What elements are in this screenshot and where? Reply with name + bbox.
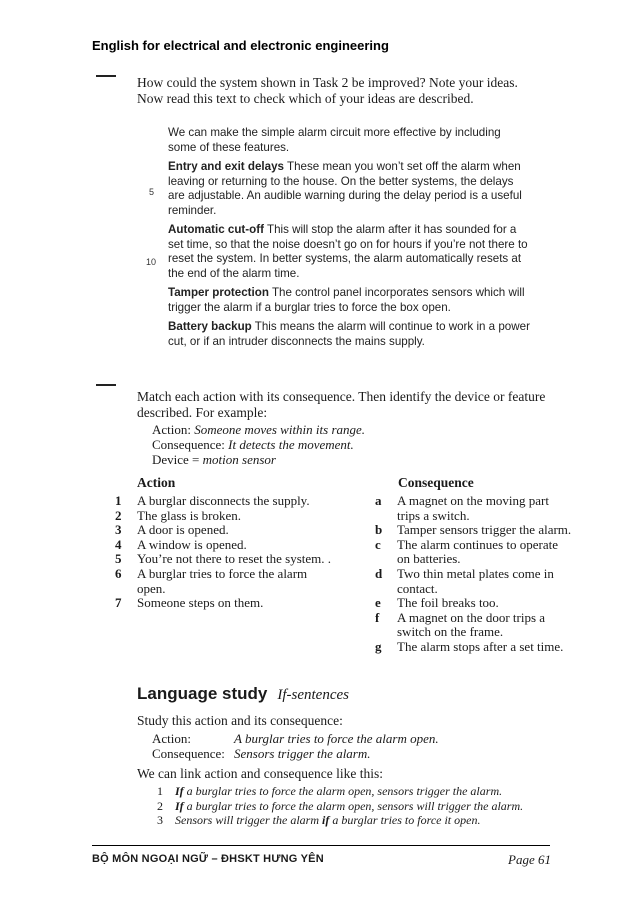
consequence-item-f: f A magnet on the door trips a xyxy=(375,609,546,625)
task3-intro-1: How could the system shown in Task 2 be improved? Note your ideas. xyxy=(137,75,518,90)
feature-battery-backup: Battery backup xyxy=(168,320,252,333)
action-item-3: 3 A door is opened. xyxy=(115,522,229,538)
line-number-10: 10 xyxy=(146,257,157,267)
action-list: 1 A burglar disconnects the supply. 2 The glass is broken. 3 A door is opened. 4 A window is opened. 5 You’re not there to reset the system. . 6 A burglar tries to force the alarm open. 7 Someone steps on them. xyxy=(115,494,365,611)
feature-entry-exit-delays: Entry and exit delays xyxy=(168,160,284,173)
feature-tamper-protection: Tamper protection xyxy=(168,286,269,299)
language-study-heading xyxy=(137,684,349,704)
task-marker xyxy=(96,384,116,386)
footer-divider xyxy=(92,845,550,846)
footer-department: BỘ MÔN NGOẠI NGỮ – ĐHSKT HƯNG YÊN xyxy=(92,853,324,865)
consequence-list: a A magnet on the moving part trips a switch. b Tamper sensors trigger the alarm. c The alarm continues to operate on batteries. d Two thin metal plates come in contact. e The foil breaks too. f A magnet on the door trips a switch on the frame. g The alarm stops after a set time. xyxy=(375,494,615,655)
action-item-5: 5 You’re not there to reset the system. . xyxy=(115,551,332,567)
line-number-5: 5 xyxy=(149,187,155,197)
action-item-6: 6 A burglar tries to force the alarm xyxy=(115,565,308,581)
page-header-title: English for electrical and electronic engineering xyxy=(92,38,389,53)
task4-intro-2: described. For example: xyxy=(137,405,268,420)
action-heading: Action xyxy=(137,475,176,490)
action-item-1: 1 A burglar disconnects the supply. xyxy=(115,493,310,508)
footer-page-number: Page 61 xyxy=(508,852,551,867)
action-item-7: 7 Someone steps on them. xyxy=(115,595,264,611)
task4-example: Action: Someone moves within its range. Consequence: It detects the movement. Device = motion sensor xyxy=(152,422,366,467)
language-example-pair: Action: A burglar tries to force the alarm open. Consequence: Sensors trigger the alarm. xyxy=(152,731,439,761)
task3-intro-2: Now read this text to check which of your ideas are described. xyxy=(137,91,474,106)
consequence-item-g: g The alarm stops after a set time. xyxy=(375,638,564,654)
task-marker xyxy=(96,75,116,77)
link-line: We can link action and consequence like this: xyxy=(137,766,383,781)
consequence-item-d: d Two thin metal plates come in xyxy=(375,565,554,581)
feature-automatic-cutoff: Automatic cut-off xyxy=(168,223,264,236)
consequence-item-c: c The alarm continues to operate xyxy=(375,536,558,552)
study-line: Study this action and its consequence: xyxy=(137,713,343,728)
consequence-item-e: e The foil breaks too. xyxy=(375,595,499,611)
consequence-item-a: a A magnet on the moving part xyxy=(375,493,550,508)
action-item-2: 2 The glass is broken. xyxy=(115,507,241,523)
consequence-heading: Consequence xyxy=(398,475,474,490)
consequence-item-b: b Tamper sensors trigger the alarm. xyxy=(375,522,572,538)
task4-intro-1: Match each action with its consequence. Then identify the device or feature xyxy=(137,389,546,404)
task3-reading-text: We can make the simple alarm circuit more effective by including some of these features. Entry and exit delays These mean you won’t set off the alarm when leaving or returning to the house. On the better systems, the delays are adjustable. An audible warning during the delay period is a useful reminder. Automatic cut-off This will stop the alarm after it has sounded for a set time, so that the noise doesn’t go on for hours if you’re not there to reset the system. In better systems, the alarm automatically resets at the end of the alarm time. Tamper protection The control panel incorporates sensors which will trigger the alarm if a burglar tries to force the box open. Battery backup This means the alarm will continue to work in a power cut, or if an intruder disconnects the mains supply. xyxy=(168,126,530,348)
language-study-title: Language study xyxy=(137,684,268,703)
action-item-4: 4 A window is opened. xyxy=(115,536,247,552)
language-study-subtitle: If-sentences xyxy=(277,687,349,703)
